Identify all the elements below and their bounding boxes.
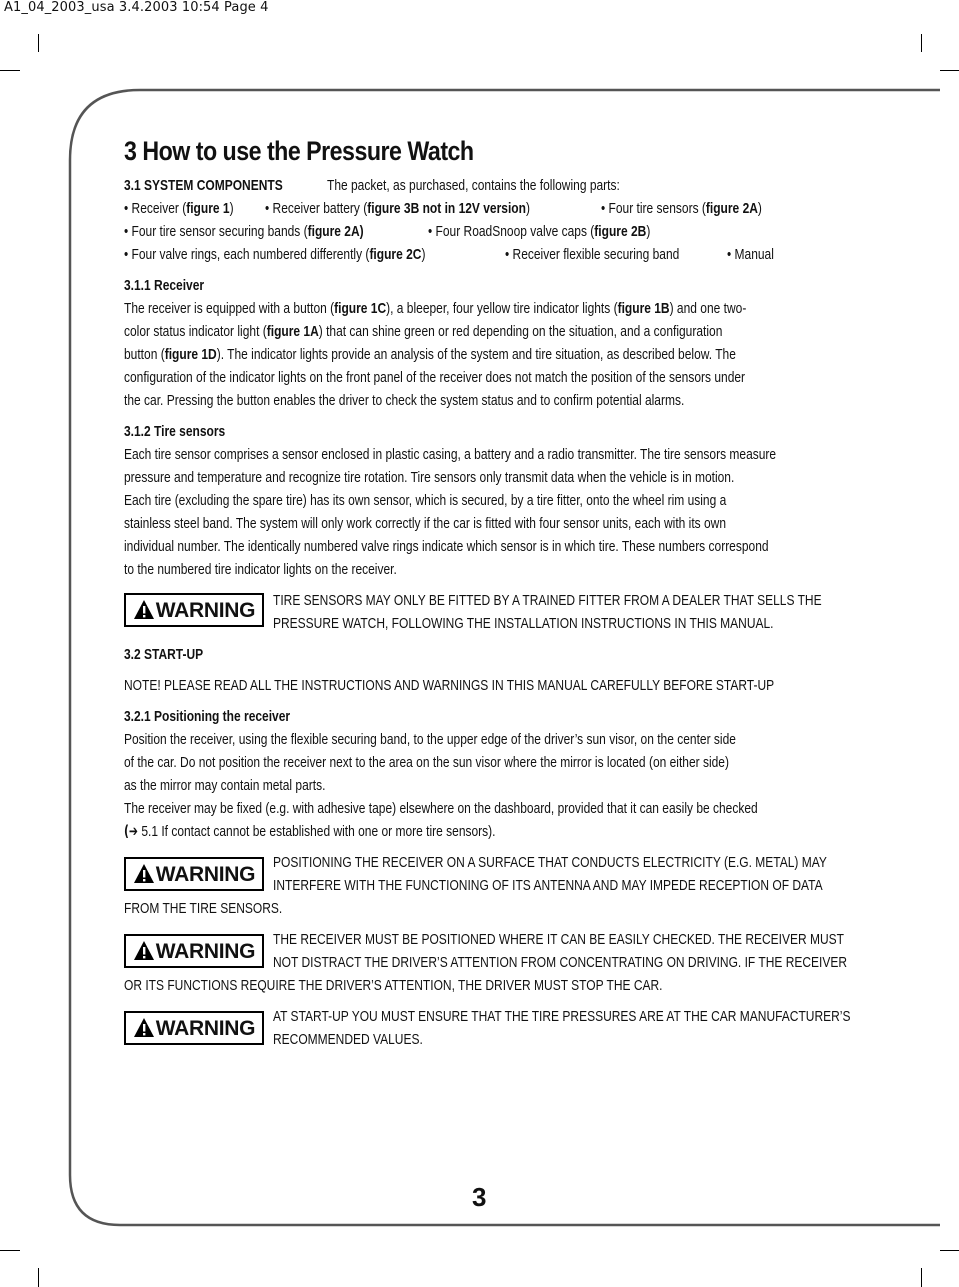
- warning-block: [124, 589, 866, 635]
- section-heading: 3.1 SYSTEM COMPONENTS: [124, 177, 283, 194]
- body-line: The receiver is equipped with a button (figure 1C), a bleeper, four yellow tire indicator lights (figure 1B) and one two-: [124, 300, 747, 317]
- warning-badge: [124, 857, 264, 891]
- body-line: button (figure 1D). The indicator lights provide an analysis of the system and tire situation, as described below. The: [124, 346, 736, 363]
- warning-badge: [124, 934, 264, 968]
- body-line: configuration of the indicator lights on the front panel of the receiver does not match the position of the sensors under: [124, 369, 746, 386]
- body-line: pressure and temperature and recognize tire rotation. Tire sensors only transmit data when the vehicle is in motion.: [124, 469, 735, 486]
- list-item: • Four tire sensor securing bands (figure 2A): [124, 223, 364, 240]
- page-content: [124, 132, 866, 1051]
- warning-text: TIRE SENSORS MAY ONLY BE FITTED BY A TRAINED FITTER FROM A DEALER THAT SELLS THE: [273, 592, 822, 609]
- body-line: stainless steel band. The system will only work correctly if the car is fitted with four sensor units, each with its own: [124, 515, 727, 532]
- section-heading: 3.2 START-UP: [124, 646, 204, 663]
- section-3-1: [124, 174, 866, 266]
- warning-text: FROM THE TIRE SENSORS.: [124, 900, 283, 917]
- section-heading: 3.2.1 Positioning the receiver: [124, 708, 291, 725]
- warning-text: THE RECEIVER MUST BE POSITIONED WHERE IT CAN BE EASILY CHECKED. THE RECEIVER MUST: [273, 931, 844, 948]
- warning-badge: [124, 1011, 264, 1045]
- section-heading: 3.1.2 Tire sensors: [124, 423, 226, 440]
- list-item: • Receiver flexible securing band: [504, 246, 680, 263]
- warning-text: NOT DISTRACT THE DRIVER’S ATTENTION FROM CONCENTRATING ON DRIVING. IF THE RECEIVER: [273, 954, 848, 971]
- warning-text: POSITIONING THE RECEIVER ON A SURFACE THAT CONDUCTS ELECTRICITY (E.G. METAL) MAY: [273, 854, 827, 871]
- intro-text: The packet, as purchased, contains the following parts:: [326, 177, 620, 194]
- body-line: to the numbered tire indicator lights on the receiver.: [124, 561, 397, 578]
- warning-triangle-icon: [133, 599, 155, 621]
- page-title: 3 How to use the Pressure Watch: [124, 136, 474, 166]
- body-line: as the mirror may contain metal parts.: [124, 777, 326, 794]
- warning-label: WARNING: [155, 862, 256, 886]
- section-3-2: [124, 643, 866, 697]
- section-3-2-1: [124, 705, 866, 1051]
- body-line: individual number. The identically numbered valve rings indicate which sensor is in which tire. These numbers correspond: [124, 538, 769, 555]
- list-item: • Receiver (figure 1): [124, 200, 234, 217]
- note-text: NOTE! PLEASE READ ALL THE INSTRUCTIONS AND WARNINGS IN THIS MANUAL CAREFULLY BEFORE START-UP: [124, 677, 775, 694]
- body-line: The receiver may be fixed (e.g. with adhesive tape) elsewhere on the dashboard, provided that it can easily be checked: [124, 800, 758, 817]
- body-line: (➔ 5.1 If contact cannot be established with one or more tire sensors).: [124, 822, 496, 840]
- arrow-right-icon: (➔: [124, 822, 138, 840]
- page-number: 3: [472, 1182, 487, 1212]
- warning-triangle-icon: [133, 863, 155, 885]
- section-heading: 3.1.1 Receiver: [124, 277, 205, 294]
- warning-block: [124, 851, 866, 920]
- warning-triangle-icon: [133, 940, 155, 962]
- warning-block: [124, 928, 866, 997]
- body-line: Each tire (excluding the spare tire) has its own sensor, which is secured, by a tire fitter, onto the wheel rim using a: [124, 492, 727, 509]
- warning-label: WARNING: [155, 598, 256, 622]
- warning-text: AT START-UP YOU MUST ENSURE THAT THE TIRE PRESSURES ARE AT THE CAR MANUFACTURER’S: [273, 1008, 851, 1025]
- warning-text: RECOMMENDED VALUES.: [273, 1031, 423, 1048]
- body-line: the car. Pressing the button enables the driver to check the system status and to confirm potential alarms.: [124, 392, 685, 409]
- parts-list: [124, 197, 866, 266]
- print-slug: A1_04_2003_usa 3.4.2003 10:54 Page 4: [4, 0, 269, 15]
- warning-badge: [124, 593, 264, 627]
- warning-text: INTERFERE WITH THE FUNCTIONING OF ITS ANTENNA AND MAY IMPEDE RECEPTION OF DATA: [273, 877, 823, 894]
- list-item: • Manual: [727, 246, 774, 263]
- section-3-1-1: [124, 274, 866, 412]
- body-line: of the car. Do not position the receiver next to the area on the sun visor where the mirror is located (on either side): [124, 754, 729, 771]
- section-3-1-2: [124, 420, 866, 635]
- warning-text: OR ITS FUNCTIONS REQUIRE THE DRIVER’S ATTENTION, THE DRIVER MUST STOP THE CAR.: [124, 977, 663, 994]
- warning-label: WARNING: [155, 1016, 256, 1040]
- list-item: • Four tire sensors (figure 2A): [600, 200, 762, 217]
- warning-block: [124, 1005, 866, 1051]
- list-item: • Receiver battery (figure 3B not in 12V version): [265, 200, 531, 217]
- body-line: Each tire sensor comprises a sensor enclosed in plastic casing, a battery and a radio transmitter. The tire sensors measure: [124, 446, 777, 463]
- warning-label: WARNING: [155, 939, 256, 963]
- list-item: • Four RoadSnoop valve caps (figure 2B): [427, 223, 651, 240]
- warning-text: PRESSURE WATCH, FOLLOWING THE INSTALLATION INSTRUCTIONS IN THIS MANUAL.: [273, 615, 774, 632]
- list-item: • Four valve rings, each numbered differently (figure 2C): [124, 246, 426, 263]
- body-line: Position the receiver, using the flexible securing band, to the upper edge of the driver’s sun visor, on the center side: [124, 731, 736, 748]
- warning-triangle-icon: [133, 1017, 155, 1039]
- body-line: color status indicator light (figure 1A) that can shine green or red depending on the situation, and a configuration: [124, 323, 723, 340]
